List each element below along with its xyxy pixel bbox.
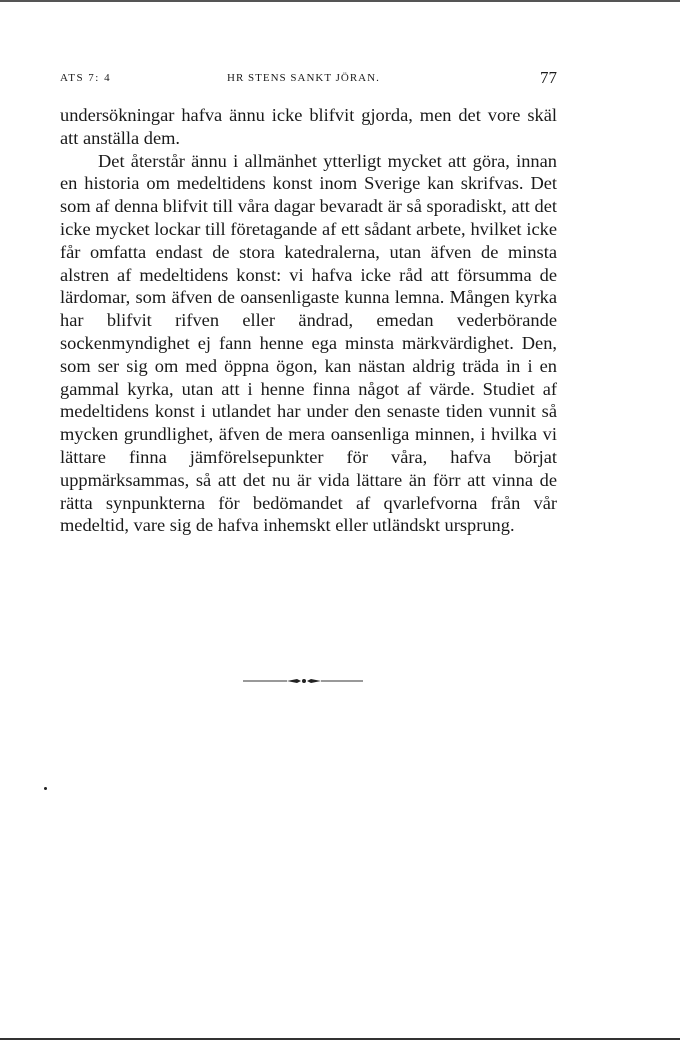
page-bottom-edge bbox=[0, 1038, 680, 1040]
page-top-edge bbox=[0, 0, 680, 2]
header-title: HR STENS SANKT JÖRAN. bbox=[227, 72, 380, 84]
paragraph-main: Det återstår ännu i allmänhet ytterligt mycket att göra, innan en historia om medeltidens konst inom Sverige kan skrifvas. Det som af denna blifvit till våra dagar bevaradt är så sporadiskt, att det icke mycket lockar till företagande af ett sådant arbete, hvilket icke får omfatta endast de stora katedralerna, utan äfven de minsta alstren af medeltidens konst: vi hafva icke råd att försumma de lärdomar, som äfven de oansenligaste kunna lemna. Mången kyrka har blifvit rifven eller ändrad, emedan vederbörande sockenmyndighet ej fann henne ega minsta märkvärdighet. Den, som ser sig om med öppna ögon, kan nästan aldrig träda in i en gammal kyrka, utan att i henne finna något af värde. Studiet af medeltidens konst i utlandet har under den senaste tiden vunnit så mycken grundlighet, äfven de mera oansenliga minnen, i hvilka vi lättare finna jämförelsepunkter för våra, hafva börjat uppmärksammas, så att det nu är vida lättare än förr att vinna de rätta synpunkterna för bedömandet af qvarlefvorna från vår medeltid, vare sig de hafva inhemskt eller utländskt ursprung. bbox=[60, 150, 557, 536]
section-end-ornament bbox=[243, 676, 363, 686]
paper-speck bbox=[44, 787, 47, 790]
body-text bbox=[60, 104, 557, 537]
running-header bbox=[60, 68, 557, 88]
paragraph-continuation: undersökningar hafva ännu icke blifvit gjorda, men det vore skäl att anställa dem. bbox=[60, 105, 557, 148]
page-number: 77 bbox=[540, 68, 557, 87]
header-signature: ATS 7: 4 bbox=[60, 72, 112, 84]
